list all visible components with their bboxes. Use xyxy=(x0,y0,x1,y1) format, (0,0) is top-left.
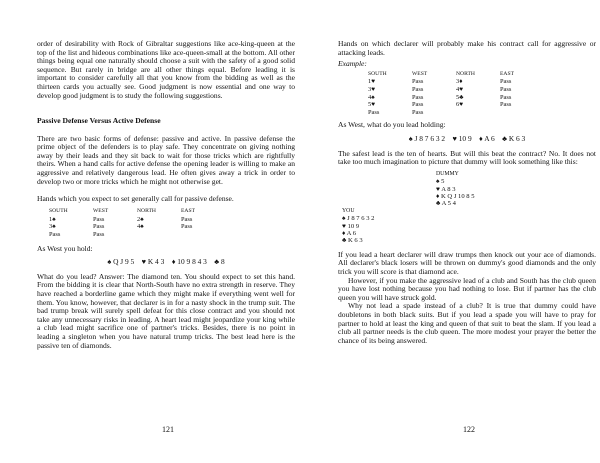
auction-bid: Pass xyxy=(500,85,512,93)
auction-row xyxy=(49,216,225,224)
auction-bid: 6♥ xyxy=(456,101,463,109)
dummy-diamonds: ♦ K Q J 10 8 5 xyxy=(436,192,475,200)
auction-bid: 2♠ xyxy=(137,215,144,223)
left-paragraph-5: What do you lead? Answer: The diamond ten. You should expect to set this hand. From the bidding it is clear that North-South have no extra strength in reserve. They have reached a borderline game which they might make if everything went well for them. You know, however, that declarer is in for a nasty shock in the trump suit. The bad trump break will surely spell defeat for this close contract and you should not take any unnecessary risks in leading. A heart lead might jeopardize your king while a club lead might sacrifice one of partner's tricks. Besides, there is no point in leading a singleton when you have natural trump tricks. The best lead here is the passive ten of diamonds. xyxy=(37,271,295,350)
you-label: YOU xyxy=(342,207,355,214)
auction-row xyxy=(368,109,544,117)
dummy-hand xyxy=(436,171,596,208)
auction-header-north: NORTH xyxy=(137,208,156,215)
auction-bid: Pass xyxy=(181,223,193,231)
right-paragraph-1: Hands on which declarer will probably make his contract call for aggressive or attacking leads. xyxy=(338,39,596,57)
right-paragraph-6: Why not lead a spade instead of a club? It is true that dummy could have doubletons in both black suits. But if you lead a spade you will have to pray for partner to hold at least the king and queen of that suit to beat the slam. If you lead a club all partner needs is the club queen. The more modest your prayer the better the chance of its being answered. xyxy=(338,301,596,345)
auction-row xyxy=(49,231,225,239)
auction-bid: Pass xyxy=(93,215,105,223)
right-page-number: 122 xyxy=(463,425,475,434)
right-paragraph-3: The safest lead is the ten of hearts. But will this beat the contract? No. It does not take too much imagination to picture that dummy will look something like this: xyxy=(338,148,596,167)
auction-header-south: SOUTH xyxy=(368,70,387,77)
left-page xyxy=(37,40,295,350)
west-hand: ♠ Q J 9 5 ♥ K 4 3 ♦ 10 9 8 4 3 ♣ 8 xyxy=(107,257,225,267)
auction-bid: 3♠ xyxy=(49,223,56,231)
auction-bid: Pass xyxy=(412,101,424,109)
auction-bid: 5♥ xyxy=(368,101,375,109)
dummy-hearts: ♥ A 8 3 xyxy=(436,185,456,193)
left-page-number: 121 xyxy=(162,425,174,434)
you-clubs: ♣ K 6 3 xyxy=(342,237,363,245)
right-auction-table xyxy=(368,71,544,117)
auction-bid: 3♦ xyxy=(456,78,463,86)
auction-header-north: NORTH xyxy=(456,70,475,77)
auction-bid: Pass xyxy=(412,85,424,93)
right-paragraph-4: If you lead a heart declarer will draw trumps then knock out your ace of diamonds. All declarer's black losers will be thrown on dummy's good diamonds and the only trick you will score is that diamond ace. xyxy=(338,249,596,276)
west-hand: ♠ J 8 7 6 3 2 ♥ 10 9 ♦ A 6 ♣ K 6 3 xyxy=(408,133,526,143)
auction-bid: Pass xyxy=(412,108,424,116)
auction-bid: Pass xyxy=(49,231,61,239)
auction-header-south: SOUTH xyxy=(49,208,68,215)
left-paragraph-2: There are two basic forms of defense: passive and active. In passive defense the prime object of the defenders is to play safe. They concentrate on giving nothing away by their leads and they sit back to wait for those tricks which are rightfully theirs. When a hand calls for active defense the opening leader is willing to make an aggressive and relatively dangerous lead. He often gives away a trick in order to develop two or more tricks which he might not otherwise get. xyxy=(37,133,295,186)
left-paragraph-1: order of desirability with Rock of Gibraltar suggestions like ace-king-queen at the top of the list and hideous combinations like ace-queen-small at the bottom. All other things being equal one naturally should choose a suit with the safety of a good solid sequence. But rarely in bridge are all other things equal. Before leading it is important to consider carefully all that you know from the bidding as well as the thirteen cards you actually see. Good judgment is now essential and one way to develop good judgment is to study the following suggestions. xyxy=(37,39,295,100)
dummy-label: DUMMY xyxy=(436,170,459,177)
auction-bid: Pass xyxy=(181,215,193,223)
you-spades: ♠ J 8 7 6 3 2 xyxy=(342,215,375,223)
auction-bid: Pass xyxy=(368,108,380,116)
auction-bid: 4♠ xyxy=(368,93,375,101)
auction-bid: 1♥ xyxy=(368,78,375,86)
auction-header-west: WEST xyxy=(93,208,109,215)
auction-row xyxy=(368,94,544,102)
dummy-spades: ♠ 5 xyxy=(436,178,445,186)
left-auction-table xyxy=(49,208,225,238)
you-hearts: ♥ 10 9 xyxy=(342,222,360,230)
right-page xyxy=(338,40,596,345)
auction-header-east: EAST xyxy=(500,70,514,77)
auction-bid: Pass xyxy=(500,101,512,109)
right-paragraph-5: However, if you make the aggressive lead of a club and South has the club queen you have lost nothing because you had nothing to lose. But if partner has the club queen you will have struck gold. xyxy=(338,275,596,302)
left-paragraph-3: Hands which you expect to set generally call for passive defense. xyxy=(37,193,234,203)
dummy-clubs: ♣ A 5 4 xyxy=(436,200,456,208)
auction-row xyxy=(368,101,544,109)
your-hand xyxy=(342,208,596,245)
example-label: Example: xyxy=(338,59,367,69)
auction-bid: Pass xyxy=(93,223,105,231)
auction-bid: 4♠ xyxy=(137,223,144,231)
auction-row xyxy=(49,223,225,231)
auction-bid: Pass xyxy=(412,93,424,101)
auction-header-east: EAST xyxy=(181,208,195,215)
auction-bid: 4♥ xyxy=(456,85,463,93)
auction-bid: Pass xyxy=(500,93,512,101)
section-heading: Passive Defense Versus Active Defense xyxy=(37,116,161,126)
right-paragraph-2: As West, what do you lead holding: xyxy=(338,120,446,130)
auction-bid: Pass xyxy=(412,78,424,86)
auction-row xyxy=(368,78,544,86)
auction-bid: 5♣ xyxy=(456,93,464,101)
auction-header-west: WEST xyxy=(412,70,428,77)
auction-bid: Pass xyxy=(93,231,105,239)
auction-bid: 3♥ xyxy=(368,85,375,93)
auction-row xyxy=(368,86,544,94)
left-paragraph-4: As West you hold: xyxy=(37,243,93,253)
auction-bid: Pass xyxy=(500,78,512,86)
auction-bid: 1♠ xyxy=(49,215,56,223)
you-diamonds: ♦ A 6 xyxy=(342,229,356,237)
